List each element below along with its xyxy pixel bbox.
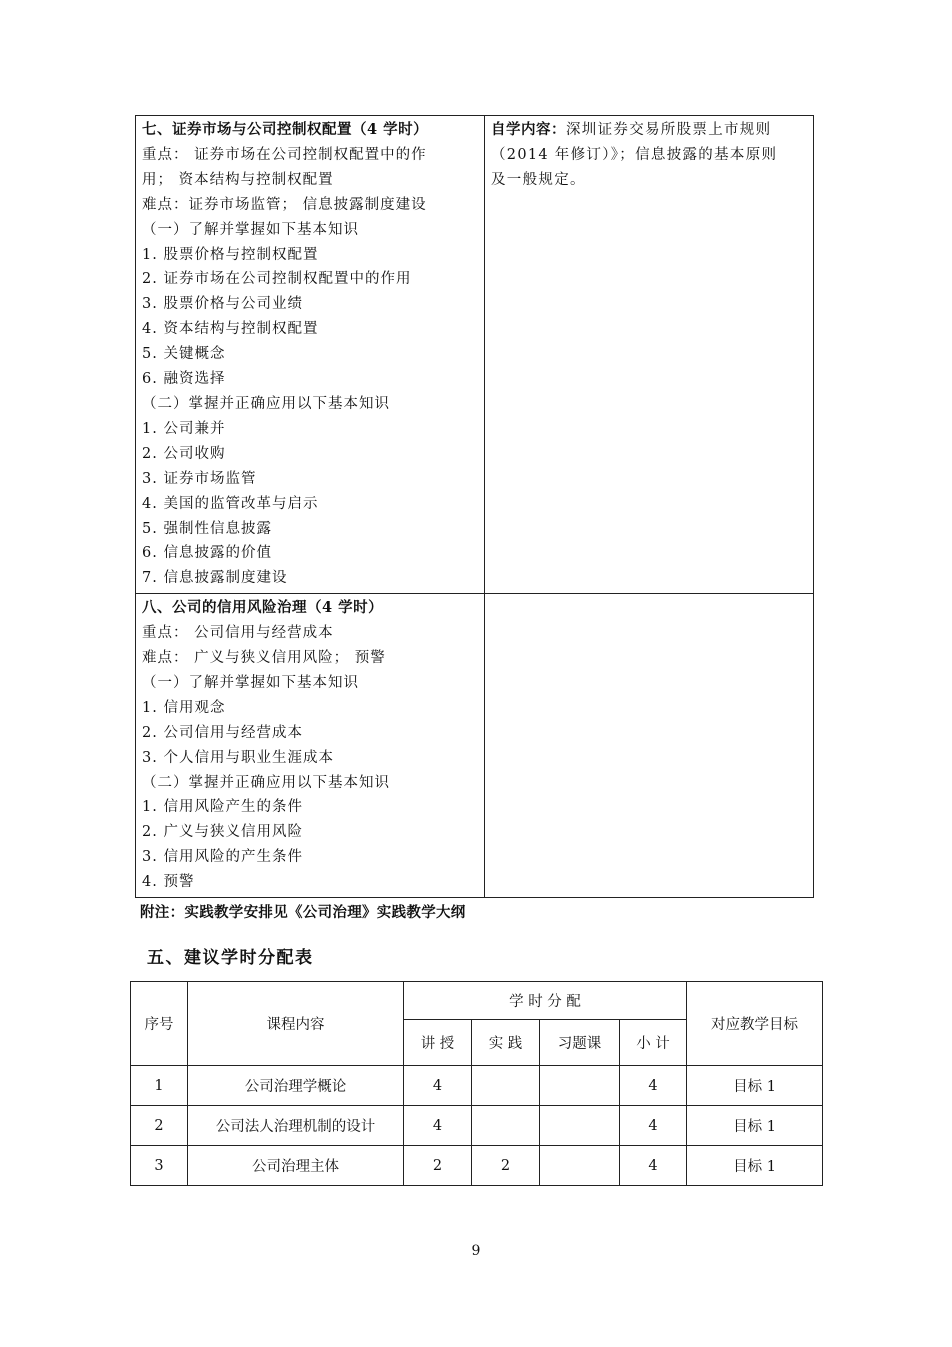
row-exercise: [540, 1066, 620, 1106]
row-seq: 1: [131, 1066, 188, 1106]
content-line: 2. 广义与狭义信用风险: [142, 824, 303, 841]
content-line: 1. 股票价格与控制权配置: [142, 246, 319, 263]
section-8-title: 八、公司的信用风险治理（4 学时）: [142, 599, 384, 617]
section-8-lines: [142, 621, 478, 895]
section-7-row: [136, 116, 814, 594]
syllabus-content-table: [135, 115, 814, 898]
content-line: 2. 公司收购: [142, 445, 226, 462]
content-line: 5. 关键概念: [142, 346, 226, 363]
self-study-text: [491, 118, 807, 193]
content-line: 4. 资本结构与控制权配置: [142, 321, 319, 338]
row-content: 公司法人治理机制的设计: [188, 1106, 404, 1146]
self-study-line-2: 及一般规定。: [491, 171, 586, 188]
self-study-line-0: 深圳证券交易所股票上市规则: [566, 122, 772, 138]
content-line: 难点：证券市场监管； 信息披露制度建设: [142, 196, 427, 213]
content-line: 1. 信用观念: [142, 699, 226, 716]
row-subtotal: 4: [620, 1066, 687, 1106]
header-practice: 实 践: [472, 1020, 540, 1066]
row-practice: [472, 1106, 540, 1146]
section-7-title: 七、证券市场与公司控制权配置（4 学时）: [142, 121, 429, 138]
content-line: 6. 信息披露的价值: [142, 545, 272, 562]
row-exercise: [540, 1146, 620, 1186]
row-goal: 目标 1: [687, 1066, 823, 1106]
row-lecture: 2: [404, 1146, 472, 1186]
section-7-lines: [142, 143, 478, 591]
content-line: 1. 信用风险产生的条件: [142, 799, 303, 816]
section-7-cell: [136, 116, 485, 594]
row-subtotal: 4: [620, 1146, 687, 1186]
content-line: 难点： 广义与狭义信用风险； 预警: [142, 650, 386, 667]
practice-note: 附注：实践教学安排见《公司治理》实践教学大纲: [140, 904, 466, 921]
table-row: [131, 1066, 823, 1106]
content-line: （一）了解并掌握如下基本知识: [142, 221, 359, 238]
content-line: 2. 证券市场在公司控制权配置中的作用: [142, 271, 412, 288]
content-line: 3. 证券市场监管: [142, 470, 257, 487]
content-line: 7. 信息披露制度建设: [142, 570, 288, 587]
self-study-label: 自学内容：: [491, 121, 566, 138]
content-line: （一）了解并掌握如下基本知识: [142, 674, 359, 691]
content-line: 1. 公司兼并: [142, 420, 226, 437]
content-line: 4. 预警: [142, 874, 195, 891]
header-goal: 对应教学目标: [687, 982, 823, 1066]
row-exercise: [540, 1106, 620, 1146]
row-goal: 目标 1: [687, 1146, 823, 1186]
header-subtotal: 小 计: [620, 1020, 687, 1066]
content-line: 3. 股票价格与公司业绩: [142, 296, 303, 313]
content-line: 用； 资本结构与控制权配置: [142, 171, 334, 188]
self-study-cell: [485, 116, 814, 594]
row-lecture: 4: [404, 1066, 472, 1106]
content-line: 2. 公司信用与经营成本: [142, 724, 303, 741]
page-number: 9: [471, 1243, 481, 1259]
self-study-line-1: （2014 年修订）》；信息披露的基本原则: [491, 146, 778, 163]
header-row-1: [131, 982, 823, 1020]
row-practice: [472, 1066, 540, 1106]
table-row: [131, 1146, 823, 1186]
empty-cell: [485, 594, 814, 898]
table-row: [131, 1106, 823, 1146]
header-content: 课程内容: [188, 982, 404, 1066]
content-line: 重点： 公司信用与经营成本: [142, 625, 334, 642]
row-goal: 目标 1: [687, 1106, 823, 1146]
content-line: （二）掌握并正确应用以下基本知识: [142, 774, 390, 791]
row-subtotal: 4: [620, 1106, 687, 1146]
section-8-cell: [136, 594, 485, 898]
hours-allocation-table: [130, 981, 823, 1186]
header-hours: 学 时 分 配: [404, 982, 687, 1020]
header-exercise: 习题课: [540, 1020, 620, 1066]
header-seq: 序号: [131, 982, 188, 1066]
content-line: 6. 融资选择: [142, 371, 226, 388]
content-line: 重点： 证券市场在公司控制权配置中的作: [142, 146, 427, 163]
section-heading: 五、建议学时分配表: [147, 948, 314, 968]
header-lecture: 讲 授: [404, 1020, 472, 1066]
content-line: 4. 美国的监管改革与启示: [142, 495, 319, 512]
content-line: 5. 强制性信息披露: [142, 520, 272, 537]
row-content: 公司治理主体: [188, 1146, 404, 1186]
row-lecture: 4: [404, 1106, 472, 1146]
content-line: 3. 个人信用与职业生涯成本: [142, 749, 334, 766]
row-content: 公司治理学概论: [188, 1066, 404, 1106]
section-8-row: [136, 594, 814, 898]
content-line: 3. 信用风险的产生条件: [142, 849, 303, 866]
content-line: （二）掌握并正确应用以下基本知识: [142, 395, 390, 412]
row-seq: 3: [131, 1146, 188, 1186]
row-seq: 2: [131, 1106, 188, 1146]
row-practice: 2: [472, 1146, 540, 1186]
